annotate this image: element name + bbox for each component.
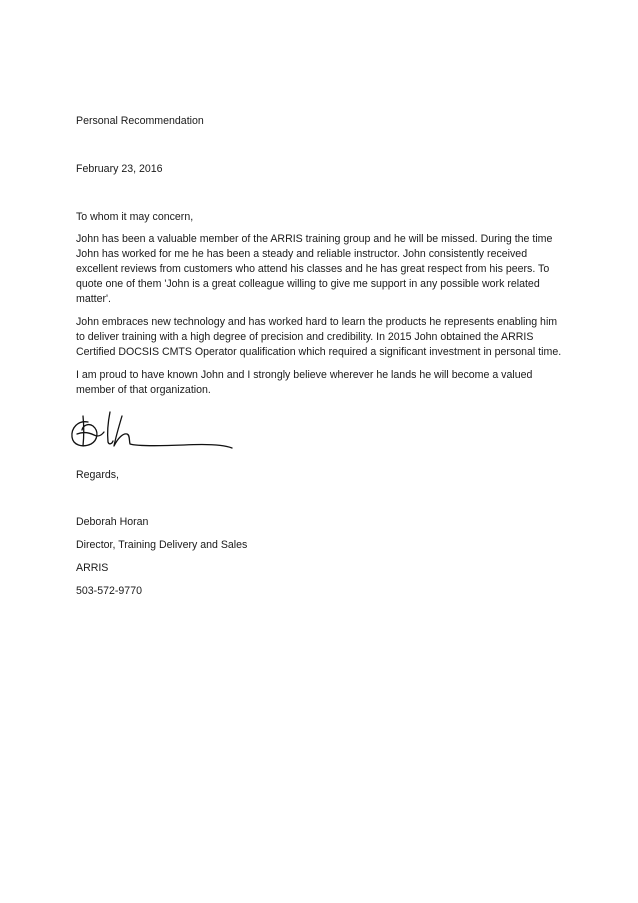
salutation: To whom it may concern, [76, 211, 194, 223]
handwritten-signature [66, 408, 236, 452]
closing: Regards, [76, 469, 119, 481]
paragraph-line: excellent reviews from customers who attend his classes and he has great respect from his peers. To [76, 263, 550, 275]
paragraph-line: John embraces new technology and has worked hard to learn the products he represents enabling him [76, 316, 558, 328]
signer-company: ARRIS [76, 562, 109, 574]
paragraph-line: Certified DOCSIS CMTS Operator qualification which required a significant investment in personal time. [76, 346, 562, 358]
paragraph-line: matter'. [76, 293, 111, 305]
paragraph-1 [76, 232, 553, 307]
paragraph-line: I am proud to have known John and I strongly believe wherever he lands he will become a valued [76, 369, 533, 381]
letter-date: February 23, 2016 [76, 163, 163, 175]
signer-phone: 503-572-9770 [76, 585, 142, 597]
signer-title: Director, Training Delivery and Sales [76, 539, 248, 551]
paragraph-line: to deliver training with a high degree of precision and credibility. In 2015 John obtained the ARRIS [76, 331, 534, 343]
paragraph-line: John has worked for me he has been a steady and reliable instructor. John consistently received [76, 248, 528, 260]
paragraph-line: John has been a valuable member of the ARRIS training group and he will be missed. During the time [76, 233, 553, 245]
paragraph-3 [76, 368, 546, 398]
paragraph-2 [76, 315, 562, 360]
letter-heading: Personal Recommendation [76, 115, 204, 127]
paragraph-line: quote one of them 'John is a great colleague willing to give me support in any possible work related [76, 278, 540, 290]
signer-name: Deborah Horan [76, 516, 149, 528]
paragraph-line: member of that organization. [76, 384, 211, 396]
